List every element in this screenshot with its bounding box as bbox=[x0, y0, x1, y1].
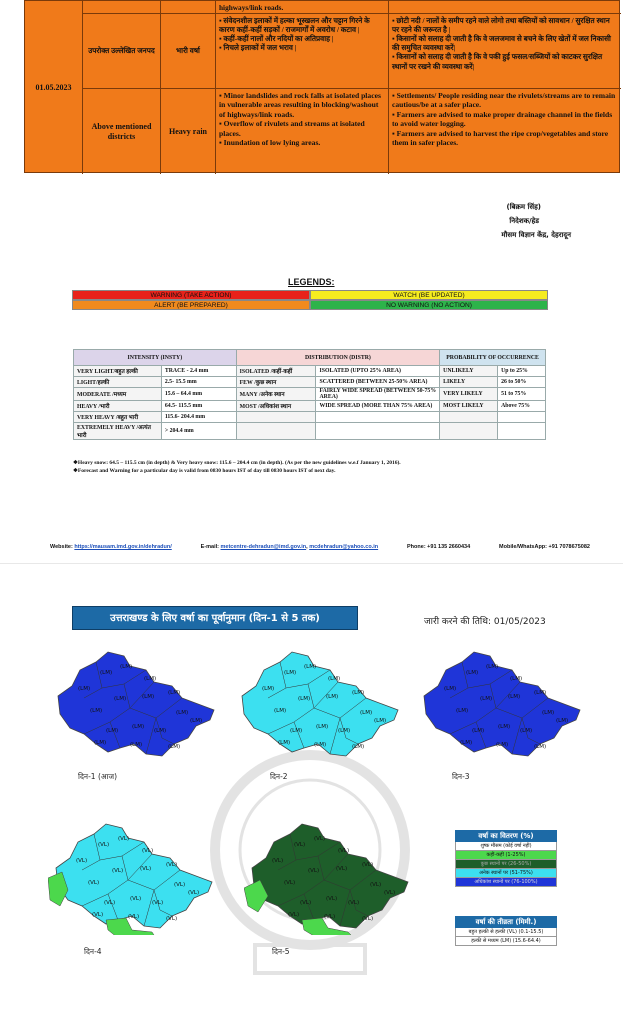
district-code-label: (VL) bbox=[288, 912, 300, 918]
district-code-label: (VL) bbox=[166, 862, 178, 868]
district-code-label: (LM) bbox=[132, 724, 145, 730]
district-code-label: (VL) bbox=[308, 868, 320, 874]
header-distribution: DISTRIBUTION (DISTR) bbox=[236, 350, 440, 366]
impacts-cell bbox=[216, 89, 389, 174]
table-cell: 115.6- 204.4 mm bbox=[161, 412, 236, 423]
day-5-label: दिन-5 bbox=[272, 947, 290, 956]
district-code-label: (LM) bbox=[360, 710, 373, 716]
district-code-label: (VL) bbox=[130, 896, 142, 902]
issue-date: जारी करने की तिथि: 01/05/2023 bbox=[424, 617, 546, 627]
district-code-label: (LM) bbox=[90, 708, 103, 714]
table-cell: MODERATE /मध्यम bbox=[74, 388, 162, 401]
intensity-cell: Heavy rain bbox=[161, 89, 216, 174]
impact-item: ▪ कहीं-कहीं नालों और नदियों का अतिप्रवाह | bbox=[219, 34, 385, 43]
map-day-5 bbox=[244, 820, 414, 935]
district-cell: उपरोक्त उल्लेखित जनपद bbox=[83, 14, 161, 88]
district-code-label: (LM) bbox=[460, 740, 473, 746]
table-cell: WIDE SPREAD (MORE THAN 75% AREA) bbox=[316, 401, 440, 412]
day-2-label: दिन-2 bbox=[270, 772, 288, 781]
legend-watch: WATCH (BE UPDATED) bbox=[310, 290, 548, 300]
district-code-label: (VL) bbox=[314, 836, 326, 842]
district-code-label: (LM) bbox=[542, 710, 555, 716]
district-code-label: (LM) bbox=[508, 694, 521, 700]
table-row-english bbox=[83, 89, 621, 174]
district-code-label: (LM) bbox=[456, 708, 469, 714]
table-cell: FAIRLY WIDE SPREAD (BETWEEN 50-75% AREA) bbox=[316, 388, 440, 401]
district-code-label: (VL) bbox=[348, 900, 360, 906]
footnote-validity: ❖Forecast and Warning for a particular day is valid from 0830 hours IST of day till 0830 hours IST of next day. bbox=[73, 468, 336, 474]
district-code-label: (LM) bbox=[120, 664, 133, 670]
table-cell: VERY LIKELY bbox=[440, 388, 498, 401]
table-cell: 64.5- 115.5 mm bbox=[161, 401, 236, 412]
district-code-label: (VL) bbox=[284, 880, 296, 886]
action-item: ▪ Farmers are advised to harvest the ripe crop/vegetables and store them in safer places. bbox=[392, 129, 618, 148]
district-code-label: (LM) bbox=[338, 728, 351, 734]
district-code-label: (LM) bbox=[290, 728, 303, 734]
table-cell: UNLIKELY bbox=[440, 366, 498, 377]
warning-date: 01.05.2023 bbox=[25, 1, 83, 174]
table-cell bbox=[236, 423, 316, 440]
district-code-label: (LM) bbox=[114, 696, 127, 702]
table-cell bbox=[316, 412, 440, 423]
district-code-label: (VL) bbox=[362, 916, 374, 922]
district-code-label: (LM) bbox=[534, 690, 547, 696]
table-cell: FEW /कुछ स्थान bbox=[236, 377, 316, 388]
key-dry: शुष्क मौसम (कोई वर्षा नहीं) bbox=[455, 842, 557, 851]
district-code-label: (LM) bbox=[314, 742, 327, 748]
header-intensity: INTENSITY (INSTY) bbox=[74, 350, 237, 366]
district-code-label: (VL) bbox=[300, 900, 312, 906]
district-code-label: (VL) bbox=[326, 896, 338, 902]
table-row bbox=[83, 1, 621, 14]
district-code-label: (LM) bbox=[304, 664, 317, 670]
website-link[interactable]: https://mausam.imd.gov.in/dehradun/ bbox=[74, 544, 172, 550]
impact-item: ▪ Inundation of low lying areas. bbox=[219, 138, 385, 147]
key-very-light: बहुत हल्की से हल्की (VL) (0.1-15.5) bbox=[455, 928, 557, 937]
district-code-label: (VL) bbox=[324, 914, 336, 920]
district-code-label: (VL) bbox=[152, 900, 164, 906]
intensity-key bbox=[455, 916, 557, 946]
district-code-label: (VL) bbox=[142, 848, 154, 854]
district-code-label: (VL) bbox=[166, 916, 178, 922]
contact-bar: Website: https://mausam.imd.gov.in/dehradun/ E-mail: metcentre-dehradun@imd.gov.in, mcdehradun@yahoo.co.in Phone: +91 135 2660434 Mobile/WhatsApp: +91 7078675082 bbox=[50, 544, 590, 550]
district-code-label: (LM) bbox=[496, 742, 509, 748]
table-cell bbox=[440, 412, 498, 423]
table-cell bbox=[316, 423, 440, 440]
district-code-label: (LM) bbox=[466, 670, 479, 676]
district-code-label: (LM) bbox=[486, 664, 499, 670]
map-day-2 bbox=[234, 648, 404, 763]
district-code-label: (LM) bbox=[144, 676, 157, 682]
legend-grid bbox=[72, 290, 548, 310]
district-code-label: (LM) bbox=[284, 670, 297, 676]
district-code-label: (VL) bbox=[140, 866, 152, 872]
district-code-label: (VL) bbox=[76, 858, 88, 864]
table-cell: HEAVY /भारी bbox=[74, 401, 162, 412]
district-code-label: (VL) bbox=[92, 912, 104, 918]
table-row bbox=[74, 423, 546, 440]
map-day-1 bbox=[50, 648, 220, 763]
uttarakhand-outline bbox=[252, 824, 408, 928]
table-cell: MOST /अधिकांश स्थान bbox=[236, 401, 316, 412]
district-code-label: (LM) bbox=[168, 744, 181, 750]
table-cell: EXTREMELY HEAVY /अत्यंत भारी bbox=[74, 423, 162, 440]
impacts-cell bbox=[216, 14, 389, 88]
table-cell: ISOLATED /कहीं-कहीं bbox=[236, 366, 316, 377]
district-code-label: (LM) bbox=[352, 690, 365, 696]
district-code-label: (LM) bbox=[154, 728, 167, 734]
table-row bbox=[74, 401, 546, 412]
header-probability: PROBABILITY OF OCCURRENCE bbox=[440, 350, 546, 366]
district-code-label: (LM) bbox=[480, 696, 493, 702]
day-3-label: दिन-3 bbox=[452, 772, 470, 781]
intensity-key-title: वर्षा की तीव्रता (मिमी.) bbox=[455, 916, 557, 928]
table-cell: 51 to 75% bbox=[498, 388, 546, 401]
email-link-2[interactable]: mcdehradun@yahoo.co.in bbox=[309, 544, 379, 550]
uttarakhand-outline bbox=[424, 652, 580, 756]
district-code-label: (LM) bbox=[262, 686, 275, 692]
phone-number: Phone: +91 135 2660434 bbox=[407, 544, 471, 550]
email-link-1[interactable]: metcentre-dehradun@imd.gov.in bbox=[220, 544, 307, 550]
district-code-label: (LM) bbox=[498, 724, 511, 730]
district-code-label: (LM) bbox=[78, 686, 91, 692]
table-cell bbox=[498, 423, 546, 440]
table-cell: VERY HEAVY /बहुत भारी bbox=[74, 412, 162, 423]
day-1-label: दिन-1 (आज) bbox=[78, 772, 118, 781]
district-code-label: (LM) bbox=[298, 696, 311, 702]
legend-warning: WARNING (TAKE ACTION) bbox=[72, 290, 310, 300]
district-code-label: (VL) bbox=[362, 862, 374, 868]
table-cell: 2.5- 15.5 mm bbox=[161, 377, 236, 388]
table-cell: Up to 25% bbox=[498, 366, 546, 377]
action-item: ▪ छोटी नदी / नालों के समीप रहने वाले लोगो तथा बस्तियों को सावधान / सुरक्षित स्थान पर रहने की जरूरत है | bbox=[392, 16, 618, 34]
district-code-label: (VL) bbox=[294, 842, 306, 848]
table-row bbox=[74, 412, 546, 423]
district-code-label: (LM) bbox=[190, 718, 203, 724]
action-item: ▪ Farmers are advised to make proper drainage channel in the fields to avoid water logging. bbox=[392, 110, 618, 129]
signatory-office: मौसम विज्ञान केंद्र, देहरादून bbox=[501, 231, 571, 239]
legend-alert: ALERT (BE PREPARED) bbox=[72, 300, 310, 310]
district-code-label: (LM) bbox=[274, 708, 287, 714]
district-code-label: (VL) bbox=[272, 858, 284, 864]
key-scattered: कुछ स्थानों पर (26-50%) bbox=[455, 860, 557, 869]
table-cell: > 204.4 mm bbox=[161, 423, 236, 440]
legends-title: LEGENDS: bbox=[288, 277, 335, 287]
table-cell: TRACE - 2.4 mm bbox=[161, 366, 236, 377]
district-code-label: (VL) bbox=[338, 848, 350, 854]
legend-no-warning: NO WARNING (NO ACTION) bbox=[310, 300, 548, 310]
impact-continuation: highways/link roads. bbox=[216, 1, 389, 13]
intensity-cell: भारी वर्षा bbox=[161, 14, 216, 88]
uttarakhand-outline bbox=[56, 824, 212, 928]
table-row bbox=[74, 366, 546, 377]
table-cell bbox=[498, 412, 546, 423]
uttarakhand-outline bbox=[58, 652, 214, 756]
table-cell: ISOLATED (UPTO 25% AREA) bbox=[316, 366, 440, 377]
district-code-label: (VL) bbox=[336, 866, 348, 872]
table-cell: SCATTERED (BETWEEN 25-50% AREA) bbox=[316, 377, 440, 388]
table-cell bbox=[440, 423, 498, 440]
district-code-label: (VL) bbox=[118, 836, 130, 842]
signatory-designation: निदेशक/हेड bbox=[509, 217, 539, 225]
district-code-label: (LM) bbox=[106, 728, 119, 734]
table-cell: 15.6 – 64.4 mm bbox=[161, 388, 236, 401]
district-code-label: (VL) bbox=[104, 900, 116, 906]
action-item: ▪ किसानों को सलाह दी जाती है कि वे पकी हुई फसल/सब्जियों को काटकर सुरक्षित स्थानों पर रखने की व्यवस्था करें| bbox=[392, 52, 618, 70]
mobile-number: Mobile/WhatsApp: +91 7078675082 bbox=[499, 544, 590, 550]
district-code-label: (VL) bbox=[384, 890, 396, 896]
warning-table bbox=[24, 0, 620, 173]
distribution-key bbox=[455, 830, 557, 887]
district-code-label: (VL) bbox=[128, 914, 140, 920]
district-code-label: (LM) bbox=[444, 686, 457, 692]
table-row-hindi bbox=[83, 14, 621, 89]
table-cell bbox=[236, 412, 316, 423]
impact-item: ▪ Minor landslides and rock falls at isolated places in vulnerable areas resulting in blocking/washout of highways/link roads. bbox=[219, 91, 385, 119]
district-code-label: (VL) bbox=[88, 880, 100, 886]
district-code-label: (LM) bbox=[168, 690, 181, 696]
impact-item: ▪ संवेदनशील इलाकों में हल्का भूस्खलन और चट्टान गिरने के कारण कहीं-कहीं सड़कों / राजमार्गों में अवरोध / कटाव | bbox=[219, 16, 385, 34]
map-day-3 bbox=[416, 648, 586, 763]
district-code-label: (LM) bbox=[328, 676, 341, 682]
forecast-title: उत्तराखण्ड के लिए वर्षा का पूर्वानुमान (दिन-1 से 5 तक) bbox=[72, 606, 358, 630]
table-cell: LIKELY bbox=[440, 377, 498, 388]
district-code-label: (LM) bbox=[278, 740, 291, 746]
uttarakhand-outline bbox=[242, 652, 398, 756]
impact-item: ▪ Overflow of rivulets and streams at isolated places. bbox=[219, 119, 385, 138]
table-cell: Above 75% bbox=[498, 401, 546, 412]
key-light-moderate: हल्की से मध्यम (LM) (15.6-64.4) bbox=[455, 937, 557, 946]
district-code-label: (LM) bbox=[534, 744, 547, 750]
district-code-label: (LM) bbox=[556, 718, 569, 724]
district-code-label: (LM) bbox=[520, 728, 533, 734]
action-item: ▪ किसानों को सलाह दी जाती है कि वे जलजमाव से बचने के लिए खेतों में जल निकासी की समुचित व्यवस्था करें| bbox=[392, 34, 618, 52]
table-cell: 26 to 50% bbox=[498, 377, 546, 388]
signatory-name: (बिक्रम सिंह) bbox=[506, 203, 541, 211]
district-code-label: (LM) bbox=[510, 676, 523, 682]
impact-item: ▪ निचले इलाकों में जल भराव | bbox=[219, 43, 385, 52]
actions-cell bbox=[389, 14, 621, 88]
table-cell: LIGHT/हल्की bbox=[74, 377, 162, 388]
district-code-label: (LM) bbox=[130, 742, 143, 748]
map-day-4 bbox=[48, 820, 218, 935]
distribution-key-title: वर्षा का वितरण (%) bbox=[455, 830, 557, 842]
district-code-label: (VL) bbox=[188, 890, 200, 896]
district-code-label: (LM) bbox=[100, 670, 113, 676]
actions-cell bbox=[389, 89, 621, 174]
page-divider bbox=[0, 563, 623, 564]
table-row bbox=[74, 377, 546, 388]
district-code-label: (LM) bbox=[374, 718, 387, 724]
district-code-label: (LM) bbox=[94, 740, 107, 746]
district-code-label: (VL) bbox=[370, 882, 382, 888]
district-code-label: (LM) bbox=[326, 694, 339, 700]
district-code-label: (VL) bbox=[98, 842, 110, 848]
district-code-label: (VL) bbox=[112, 868, 124, 874]
table-row bbox=[74, 388, 546, 401]
day-4-label: दिन-4 bbox=[84, 947, 102, 956]
table-cell: MOST LIKELY bbox=[440, 401, 498, 412]
district-code-label: (LM) bbox=[142, 694, 155, 700]
key-isolated: कहीं-कहीं (1-25%) bbox=[455, 851, 557, 860]
action-item: ▪ Settlements/ People residing near the rivulets/streams are to remain cautious/be at a safer place. bbox=[392, 91, 618, 110]
footnote-snow: ❖Heavy snow: 64.5 – 115.5 cm (in depth) & Very heavy snow: 115.6 – 204.4 cm (in depth). (As per the new guidelines w.e.f January 1, 2016). bbox=[73, 460, 401, 466]
key-widespread: अधिकांश स्थानों पर (76-100%) bbox=[455, 878, 557, 887]
intensity-table bbox=[73, 349, 546, 440]
district-code-label: (LM) bbox=[316, 724, 329, 730]
table-cell: MANY /अनेक स्थान bbox=[236, 388, 316, 401]
district-cell: Above mentioned districts bbox=[83, 89, 161, 174]
district-code-label: (LM) bbox=[176, 710, 189, 716]
district-code-label: (LM) bbox=[472, 728, 485, 734]
district-code-label: (LM) bbox=[352, 744, 365, 750]
key-fairly-widespread: अनेक स्थानों पर (51-75%) bbox=[455, 869, 557, 878]
district-code-label: (VL) bbox=[174, 882, 186, 888]
table-cell: VERY LIGHT/बहुत हल्की bbox=[74, 366, 162, 377]
